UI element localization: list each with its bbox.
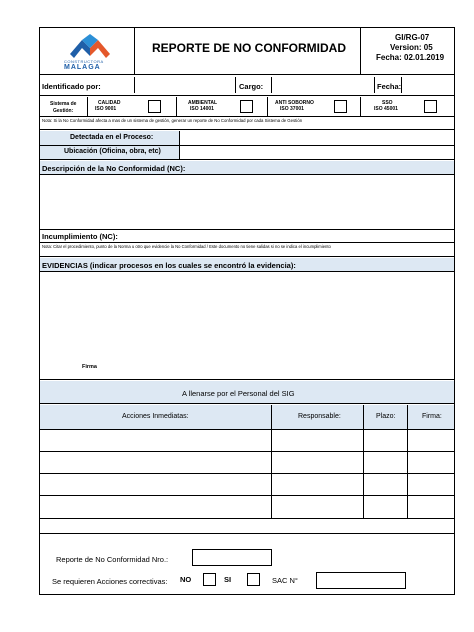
incumplimiento-note: Nota: Citar el procedimiento, punto de la Norma u otro que evidencie la No Conformidad / Este documento no tiene salidas si no se indica el incumplimiento (42, 244, 331, 249)
firma-label: Firma (82, 364, 97, 370)
sso-label-1: SSO (382, 100, 393, 106)
detectada-label: Detectada en el Proceso: (70, 134, 154, 141)
reporte-nro-label: Reporte de No Conformidad Nro.: (56, 555, 169, 564)
sistema-label-2: Gestión: (53, 108, 74, 114)
doc-code: GI/RG-07 (395, 33, 430, 42)
antisoborno-label-2: ISO 37001 (280, 106, 304, 112)
calidad-label-1: CALIDAD (98, 100, 121, 106)
proceso-field[interactable] (180, 132, 454, 144)
form-page (39, 27, 455, 595)
fecha-label: Fecha: (377, 82, 402, 91)
antisoborno-checkbox[interactable] (334, 100, 347, 113)
ambiental-label-2: ISO 14001 (190, 106, 214, 112)
calidad-label-2: ISO 9001 (95, 106, 117, 112)
sso-label-2: ISO 45001 (374, 106, 398, 112)
col-plazo: Plazo: (376, 413, 396, 420)
col-responsable: Responsable: (298, 413, 341, 420)
no-label: NO (180, 575, 192, 584)
col-acciones: Acciones Inmediatas: (122, 413, 189, 420)
sistema-label-1: Sistema de (50, 101, 77, 107)
calidad-checkbox[interactable] (148, 100, 161, 113)
sig-row[interactable] (41, 496, 270, 517)
descripcion-label: Descripción de la No Conformidad (NC): (42, 164, 186, 173)
ambiental-checkbox[interactable] (240, 100, 253, 113)
descripcion-field[interactable] (41, 176, 453, 228)
antisoborno-label-1: ANTI SOBORNO (275, 100, 314, 106)
logo-mark-icon (60, 32, 120, 62)
si-checkbox[interactable] (247, 573, 260, 586)
sso-checkbox[interactable] (424, 100, 437, 113)
logo-sub: CONSTRUCTORA (64, 59, 104, 64)
logo (60, 32, 120, 72)
doc-version: Version: 05 (390, 43, 433, 52)
ubicacion-label: Ubicación (Oficina, obra, etc) (64, 148, 161, 155)
sac-field[interactable] (316, 572, 406, 589)
cargo-label: Cargo: (239, 82, 264, 91)
doc-date: Fecha: 02.01.2019 (376, 53, 445, 62)
fecha-field[interactable] (401, 77, 454, 93)
logo-name: MALAGA (64, 64, 101, 71)
sig-row[interactable] (41, 474, 270, 494)
incumplimiento-label: Incumplimiento (NC): (42, 232, 118, 241)
sig-row[interactable] (41, 452, 270, 472)
evidencias-label: EVIDENCIAS (indicar procesos en los cuales se encontró la evidencia): (42, 261, 296, 270)
identificado-field[interactable] (134, 77, 236, 93)
acciones-correctivas-label: Se requieren Acciones correctivas: (52, 577, 168, 586)
sig-title: A llenarse por el Personal del SIG (182, 389, 295, 398)
col-firma: Firma: (422, 413, 442, 420)
sistema-note: Nota: Si la No Conformidad afecta a mas de un sistema de gestión, generar un reporte de No Conformidad por cada Sistema de Gestión (42, 118, 303, 123)
evidencias-field[interactable] (41, 273, 453, 353)
ambiental-label-1: AMBIENTAL (188, 100, 218, 106)
ubicacion-field[interactable] (180, 146, 454, 158)
reporte-nro-field[interactable] (192, 549, 272, 566)
page-title: REPORTE DE NO CONFORMIDAD (152, 41, 347, 55)
no-checkbox[interactable] (203, 573, 216, 586)
si-label: SI (224, 575, 232, 584)
sig-row[interactable] (41, 430, 270, 450)
sac-label: SAC N° (272, 576, 298, 585)
identificado-label: Identificado por: (42, 82, 101, 91)
cargo-field[interactable] (271, 77, 375, 93)
